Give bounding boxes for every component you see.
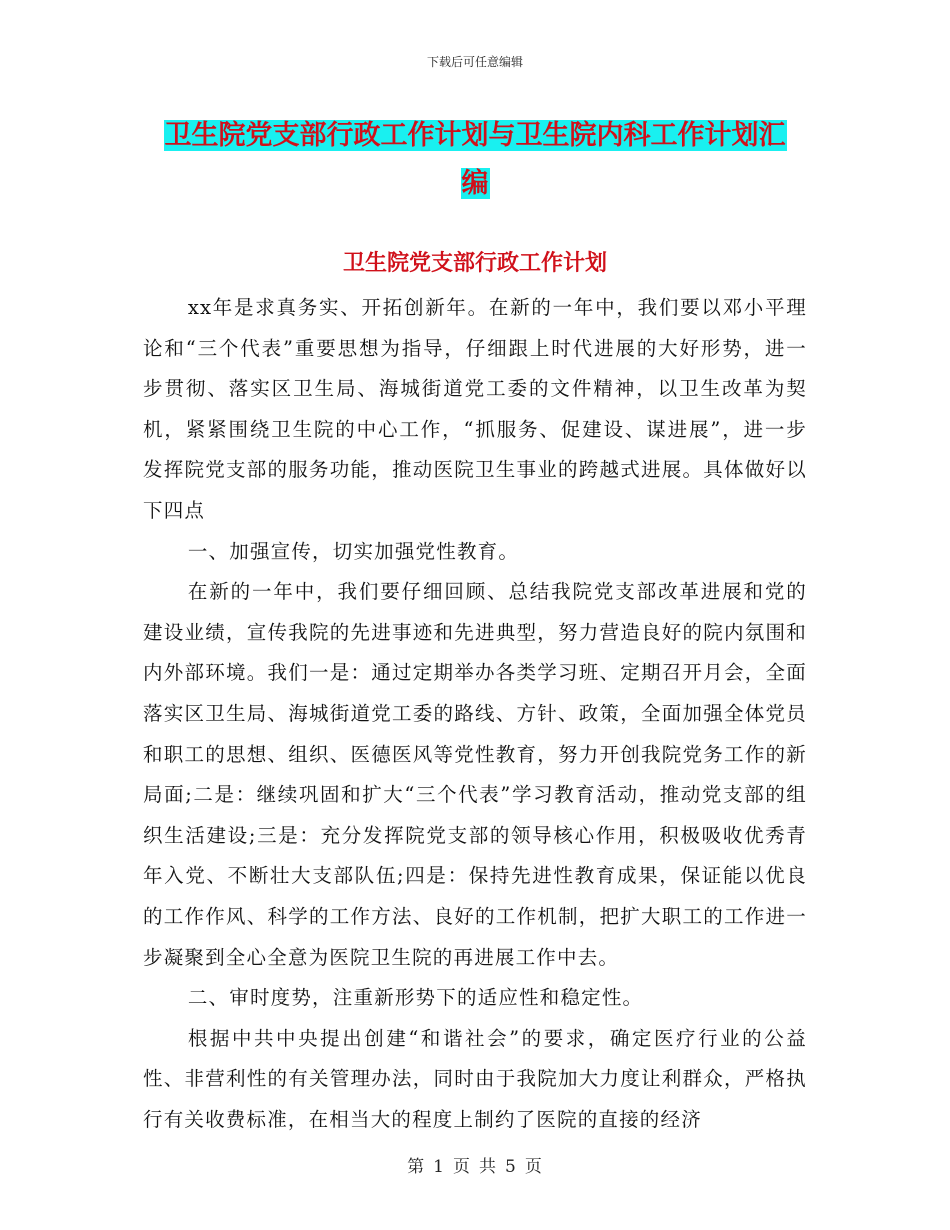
header-note: 下载后可任意编辑: [426, 55, 523, 69]
footer-total-pages: 5: [505, 1157, 517, 1177]
footer-total-unit: 页: [524, 1157, 543, 1177]
paragraph-body-1: 在新的一年中，我们要仔细回顾、总结我院党支部改革进展和党的建设业绩，宣传我院的先进事迹和先进典型，努力营造良好的院内氛围和内外部环境。我们一是：通过定期举办各类学习班、定期召开月会，全面落实区卫生局、海城街道党工委的路线、方针、政策，全面加强全体党员和职工的思想、组织、医德医风等党性教育，努力开创我院党务工作的新局面;二是：继续巩固和扩大“三个代表”学习教育活动，推动党支部的组织生活建设;三是：充分发挥院党支部的领导核心作用，积极吸收优秀青年入党、不断壮大支部队伍;四是：保持先进性教育成果，保证能以优良的工作作风、科学的工作方法、良好的工作机制，把扩大职工的工作进一步凝聚到全心全意为医院卫生院的再进展工作中去。: [143, 580, 807, 969]
section-title: 卫生院党支部行政工作计划: [342, 250, 607, 276]
document-title-line-1: 卫生院党支部行政工作计划与卫生院内科工作计划汇: [164, 120, 786, 151]
paragraph-body-2: 根据中共中央提出创建“和谐社会”的要求，确定医疗行业的公益性、非营利性的有关管理办法，同时由于我院加大力度让利群众，严格执行有关收费标准，在相当大的程度上制约了医院的直接的经济: [143, 1026, 807, 1131]
body-text: [143, 288, 807, 1140]
paragraph-intro: xx年是求真务实、开拓创新年。在新的一年中，我们要以邓小平理论和“三个代表”重要思想为指导，仔细跟上时代进展的大好形势，进一步贯彻、落实区卫生局、海城街道党工委的文件精神，以卫生改革为契机，紧紧围绕卫生院的中心工作，“抓服务、促建设、谋进展”，进一步发挥院党支部的服务功能，推动医院卫生事业的跨越式进展。具体做好以下四点: [143, 296, 807, 522]
footer-page-number: 1: [433, 1157, 445, 1177]
paragraph-heading-1: 一、加强宣传，切实加强党性教育。: [187, 539, 520, 563]
footer-page-unit: 页: [453, 1157, 471, 1177]
footer-total-prefix: 共: [479, 1157, 497, 1177]
paragraph-heading-2: 二、审时度势，注重新形势下的适应性和稳定性。: [187, 986, 644, 1010]
document-title-line-2: 编: [461, 168, 489, 199]
document-title: [120, 112, 830, 208]
footer-prefix: 第: [407, 1157, 426, 1177]
page-footer: [0, 1152, 950, 1177]
